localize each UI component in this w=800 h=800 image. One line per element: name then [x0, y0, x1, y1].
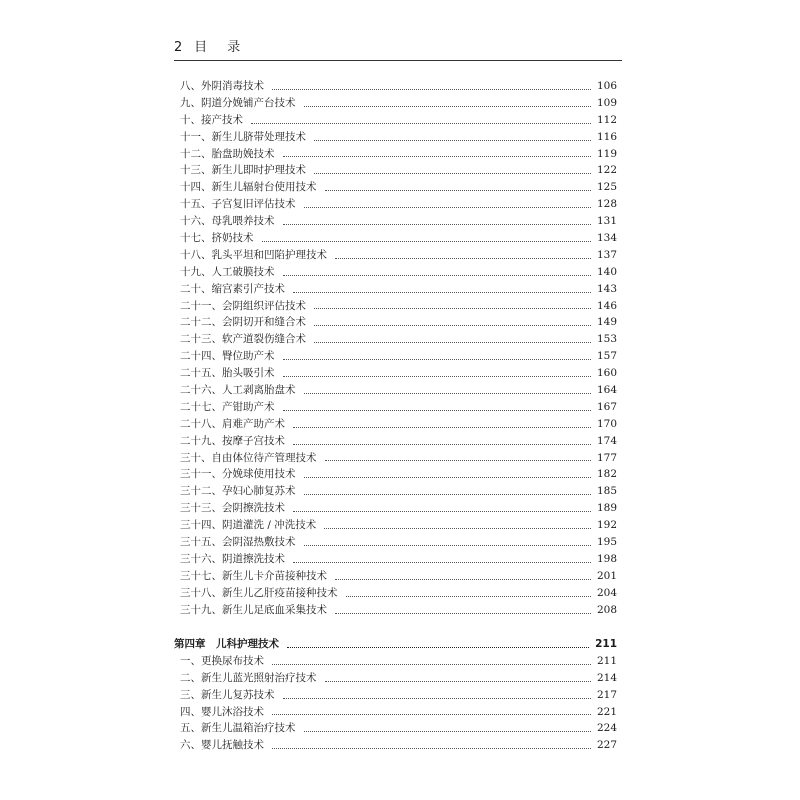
dot-leader	[283, 275, 591, 276]
toc-entry-label: 十六、母乳喂养技术	[180, 215, 275, 228]
toc-entry[interactable]	[180, 585, 617, 602]
dot-leader	[314, 342, 591, 343]
dot-leader	[293, 562, 591, 563]
toc-entry-label: 二十三、软产道裂伤缝合术	[180, 333, 306, 346]
toc-entry-page: 167	[596, 400, 617, 413]
toc-entry-label: 十九、人工破膜技术	[180, 265, 275, 278]
toc-entry-label: 三十一、分娩球使用技术	[180, 468, 296, 481]
toc-entry-label: 十七、挤奶技术	[180, 232, 254, 244]
dot-leader	[262, 241, 591, 242]
toc-entry[interactable]	[180, 281, 617, 298]
dot-leader	[304, 477, 591, 478]
toc-entry[interactable]	[180, 348, 617, 365]
dot-leader	[304, 731, 591, 732]
toc-entry-page: 146	[596, 299, 617, 312]
toc-entry-label: 三十三、会阴擦洗技术	[180, 502, 285, 515]
toc-entry[interactable]	[180, 534, 617, 551]
toc-entry-page: 198	[596, 552, 617, 565]
toc-entry[interactable]	[180, 450, 617, 467]
toc-entry-page: 185	[596, 485, 617, 498]
toc-entry[interactable]	[174, 653, 617, 670]
toc-entry-label: 三十七、新生儿卡介苗接种技术	[180, 569, 327, 582]
toc-entry-label: 三十五、会阴湿热敷技术	[180, 536, 296, 549]
toc-entry[interactable]	[180, 230, 617, 247]
toc-entry-label: 四、婴儿沐浴技术	[180, 705, 264, 718]
dot-leader	[283, 224, 591, 225]
toc-entry-page: 122	[596, 164, 617, 177]
toc-entry-label: 二十六、人工剥离胎盘术	[180, 384, 296, 397]
toc-entry-label: 十三、新生儿即时护理技术	[180, 164, 306, 177]
chapter-heading-label: 第四章 儿科护理技术	[174, 637, 279, 650]
toc-entry-label: 二十、缩宫素引产技术	[180, 282, 285, 295]
dot-leader	[314, 308, 591, 309]
toc-entry[interactable]	[180, 95, 617, 112]
toc-entry[interactable]	[180, 365, 617, 382]
toc-entry-page: 217	[596, 688, 617, 701]
toc-entry-page: 125	[596, 181, 617, 194]
dot-leader	[283, 376, 591, 377]
toc-entry-page: 221	[596, 705, 617, 718]
toc-entry[interactable]	[180, 416, 617, 433]
dot-leader	[293, 511, 591, 512]
toc-entry[interactable]	[180, 500, 617, 517]
dot-leader	[346, 596, 591, 597]
toc-entry[interactable]	[180, 196, 617, 213]
toc-entry[interactable]	[174, 670, 617, 687]
toc-entry-label: 二十四、臀位助产术	[180, 350, 275, 363]
toc-entry-page: 182	[596, 468, 617, 481]
toc-entry-page: 137	[596, 248, 617, 261]
toc-entry[interactable]	[174, 687, 617, 704]
toc-entry[interactable]	[174, 720, 617, 737]
toc-entry-label: 三十四、阴道灌洗 / 冲洗技术	[180, 519, 317, 532]
toc-entry-page: 208	[596, 603, 617, 616]
toc-entry[interactable]	[180, 264, 617, 281]
toc-entry[interactable]	[180, 466, 617, 483]
toc-entry-page: 204	[596, 586, 617, 599]
chapter-heading[interactable]	[174, 636, 617, 653]
chapter-4-section	[174, 636, 617, 754]
toc-entry-label: 三十八、新生儿乙肝疫苗接种技术	[180, 586, 338, 599]
dot-leader	[325, 681, 591, 682]
dot-leader	[251, 123, 591, 124]
dot-leader	[335, 613, 591, 614]
toc-entry-page: 109	[596, 96, 617, 109]
toc-entry-page: 201	[596, 569, 617, 582]
toc-entry[interactable]	[180, 433, 617, 450]
toc-entry[interactable]	[180, 568, 617, 585]
toc-entry-page: 149	[596, 316, 617, 329]
toc-entry-label: 十五、子宫复旧评估技术	[180, 198, 296, 211]
toc-entry[interactable]	[180, 602, 617, 619]
dot-leader	[324, 528, 591, 529]
dot-leader	[283, 410, 591, 411]
dot-leader	[272, 748, 591, 749]
toc-entry-page: 134	[596, 232, 617, 244]
toc-entry-label: 八、外阴消毒技术	[180, 79, 264, 92]
dot-leader	[304, 106, 591, 107]
toc-entry-page: 177	[596, 451, 617, 464]
toc-entry-label: 三十六、阴道擦洗技术	[180, 552, 285, 565]
toc-entry-page: 195	[596, 536, 617, 549]
toc-entry-page: 143	[596, 282, 617, 295]
dot-leader	[293, 427, 591, 428]
dot-leader	[283, 156, 591, 157]
dot-leader	[314, 140, 591, 141]
toc-entry-label: 六、婴儿抚触技术	[180, 739, 264, 752]
toc-entry-page: 174	[596, 434, 617, 447]
toc-entry-label: 三十九、新生儿足底血采集技术	[180, 603, 327, 616]
dot-leader	[272, 664, 591, 665]
toc-entry[interactable]	[180, 382, 617, 399]
toc-entry[interactable]	[180, 129, 617, 146]
dot-leader	[272, 89, 591, 90]
dot-leader	[283, 359, 591, 360]
dot-leader	[272, 714, 591, 715]
dot-leader	[335, 579, 591, 580]
toc-entry[interactable]	[180, 517, 617, 534]
dot-leader	[304, 393, 591, 394]
dot-leader	[304, 545, 591, 546]
toc-entry[interactable]	[174, 737, 617, 754]
toc-entry-page: 211	[596, 654, 617, 667]
toc-list	[180, 78, 617, 619]
dot-leader	[314, 325, 591, 326]
chapter-heading-page: 211	[595, 637, 617, 650]
toc-entry[interactable]	[180, 314, 617, 331]
toc-entry-page: 128	[596, 198, 617, 211]
toc-entry-label: 二十五、胎头吸引术	[180, 367, 275, 380]
toc-entry[interactable]	[180, 298, 617, 315]
toc-entry-label: 二十一、会阴组织评估技术	[180, 299, 306, 312]
toc-entry-page: 112	[596, 113, 617, 126]
dot-leader	[287, 647, 589, 648]
page-title: 目 录	[194, 40, 249, 55]
toc-entry[interactable]	[174, 704, 617, 721]
toc-entry[interactable]	[180, 247, 617, 264]
toc-entry[interactable]	[180, 179, 617, 196]
toc-entry-page: 140	[596, 265, 617, 278]
toc-entry-label: 五、新生儿温箱治疗技术	[180, 722, 296, 735]
toc-entry-page: 160	[596, 367, 617, 380]
toc-entry-page: 214	[596, 671, 617, 684]
dot-leader	[325, 460, 591, 461]
toc-entry[interactable]	[180, 551, 617, 568]
toc-entry-label: 三、新生儿复苏技术	[180, 688, 275, 701]
toc-entry-label: 一、更换尿布技术	[180, 654, 264, 667]
dot-leader	[325, 190, 591, 191]
toc-entry-label: 三十二、孕妇心肺复苏术	[180, 485, 296, 498]
page-header	[174, 38, 622, 61]
dot-leader	[283, 698, 591, 699]
toc-entry[interactable]	[180, 399, 617, 416]
toc-entry[interactable]	[180, 162, 617, 179]
toc-entry-label: 二十九、按摩子宫技术	[180, 434, 285, 447]
toc-entry[interactable]	[180, 483, 617, 500]
toc-entry-page: 164	[596, 384, 617, 397]
toc-entry[interactable]	[180, 213, 617, 230]
toc-entry-page: 189	[596, 502, 617, 515]
dot-leader	[314, 173, 591, 174]
toc-entry-label: 二十二、会阴切开和缝合术	[180, 316, 306, 329]
page-number: 2	[174, 40, 183, 55]
toc-entry-label: 九、阴道分娩铺产台技术	[180, 96, 296, 109]
toc-entry[interactable]	[180, 112, 617, 129]
toc-entry-page: 157	[596, 350, 617, 363]
toc-entry[interactable]	[180, 331, 617, 348]
toc-entry-label: 二、新生儿蓝光照射治疗技术	[180, 671, 317, 684]
toc-entry-label: 十四、新生儿辐射台使用技术	[180, 181, 317, 194]
toc-entry-page: 119	[596, 147, 617, 160]
dot-leader	[293, 444, 591, 445]
toc-entry-label: 二十七、产钳助产术	[180, 400, 275, 413]
dot-leader	[304, 207, 591, 208]
toc-entry-page: 116	[596, 130, 617, 143]
toc-entry-page: 227	[596, 739, 617, 752]
dot-leader	[293, 292, 591, 293]
dot-leader	[335, 258, 591, 259]
toc-entry-page: 131	[596, 215, 617, 228]
toc-entry-label: 十八、乳头平坦和凹陷护理技术	[180, 248, 327, 261]
toc-entry-page: 106	[596, 79, 617, 92]
toc-entry-label: 二十八、肩难产助产术	[180, 417, 285, 430]
toc-entry-label: 十二、胎盘助娩技术	[180, 147, 275, 160]
dot-leader	[304, 494, 591, 495]
toc-entry-label: 十、接产技术	[180, 113, 243, 126]
toc-entry-page: 224	[596, 722, 617, 735]
toc-entry-label: 十一、新生儿脐带处理技术	[180, 130, 306, 143]
toc-entry[interactable]	[180, 146, 617, 163]
toc-entry-page: 170	[596, 417, 617, 430]
toc-entry-label: 三十、自由体位待产管理技术	[180, 451, 317, 464]
toc-entry-page: 192	[596, 519, 617, 532]
toc-entry-page: 153	[596, 333, 617, 346]
toc-entry[interactable]	[180, 78, 617, 95]
